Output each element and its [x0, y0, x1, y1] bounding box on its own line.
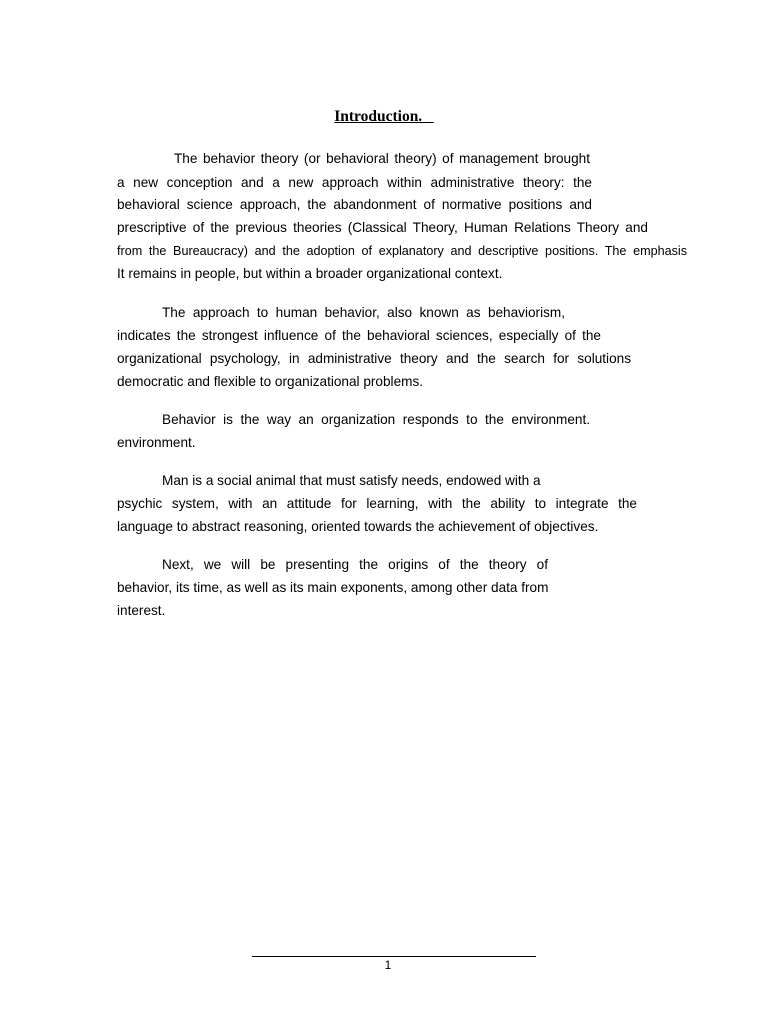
paragraph-2-line-4: democratic and flexible to organizational problems.	[117, 374, 424, 389]
paragraph-1-line-4: prescriptive of the previous theories (Classical Theory, Human Relations Theory and	[117, 220, 648, 235]
page-title	[0, 108, 768, 126]
page-number: 1	[384, 958, 392, 972]
paragraph-2-line-3: organizational psychology, in administrative theory and the search for solutions	[117, 351, 631, 366]
paragraph-5-line-3: interest.	[117, 603, 166, 618]
paragraph-1-line-3: behavioral science approach, the abandonment of normative positions and	[117, 197, 592, 212]
paragraph-5-line-2: behavior, its time, as well as its main exponents, among other data from	[117, 580, 549, 595]
title-text: Introduction.	[334, 108, 434, 125]
paragraph-1-line-5: from the Bureaucracy) and the adoption of explanatory and descriptive positions. The emphasis	[117, 244, 687, 258]
paragraph-1-line-6: It remains in people, but within a broader organizational context.	[117, 266, 503, 281]
paragraph-5-line-1: Next, we will be presenting the origins of the theory of	[162, 557, 548, 572]
footer-divider	[252, 956, 536, 957]
paragraph-1-line-1: The behavior theory (or behavioral theory) of management brought	[174, 151, 590, 166]
paragraph-3-line-2: environment.	[117, 435, 196, 450]
paragraph-2-line-2: indicates the strongest influence of the behavioral sciences, especially of the	[117, 328, 601, 343]
paragraph-1-line-2: a new conception and a new approach within administrative theory: the	[117, 175, 592, 190]
paragraph-4-line-3: language to abstract reasoning, oriented towards the achievement of objectives.	[117, 519, 599, 534]
paragraph-4-line-1: Man is a social animal that must satisfy needs, endowed with a	[162, 473, 541, 488]
paragraph-3-line-1: Behavior is the way an organization responds to the environment.	[162, 412, 590, 427]
paragraph-4-line-2: psychic system, with an attitude for learning, with the ability to integrate the	[117, 496, 637, 511]
paragraph-2-line-1: The approach to human behavior, also known as behaviorism,	[162, 305, 565, 320]
